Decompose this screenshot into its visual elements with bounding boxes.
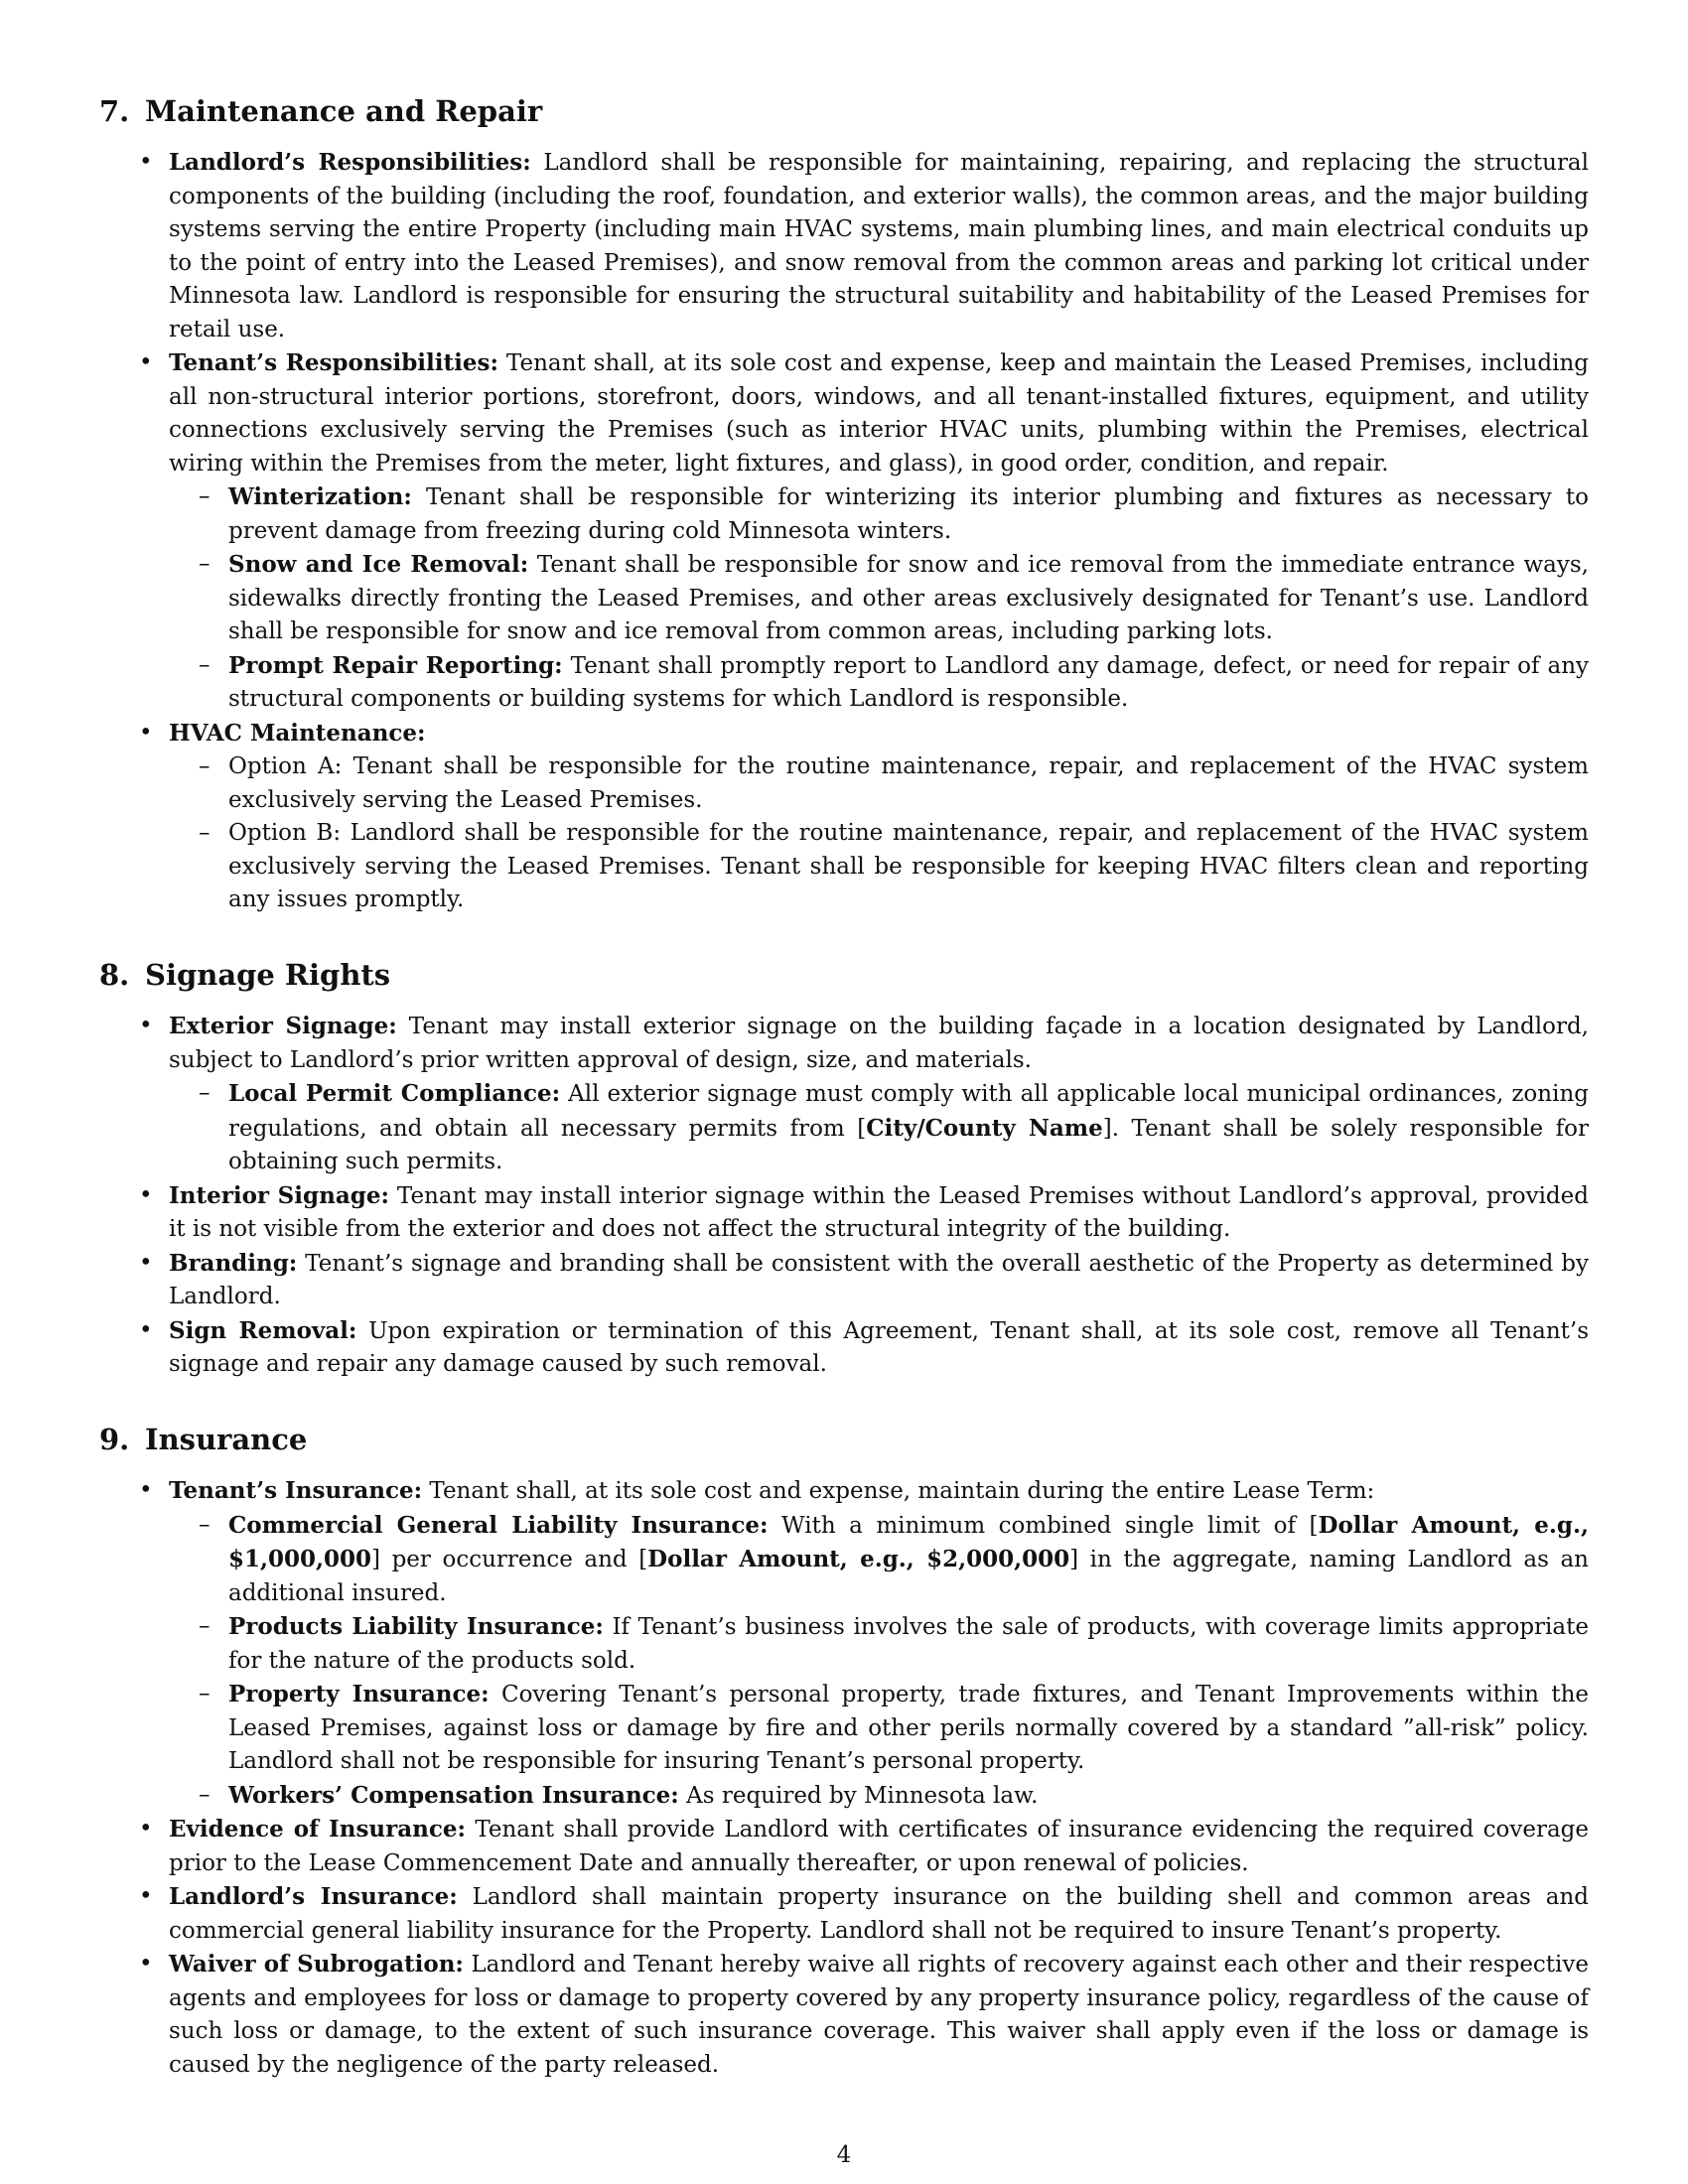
sub-item-text: ] in the aggregate, naming Landlord as an additional insured. bbox=[228, 1547, 1589, 1606]
item-text: Landlord and Tenant hereby waive all rights of recovery against each other and their respective agents and employees for loss or damage to property covered by any property insurance policy, regardless of the cause of such loss or damage, to the extent of such insurance coverage. This waiver shall apply even if the loss or damage is caused by the negligence of the party released. bbox=[169, 1952, 1590, 2078]
sub-item-text: If Tenant’s business involves the sale of products, with coverage limits appropriate for the nature of the products sold. bbox=[228, 1614, 1589, 1674]
sub-list bbox=[169, 1077, 1589, 1179]
item-text: Landlord shall maintain property insurance on the building shell and common areas and commercial general liability insurance for the Property. Landlord shall not be required to insure Tenant’s property. bbox=[169, 1884, 1589, 1944]
sub-list bbox=[169, 751, 1589, 917]
sub-item-text: Option A: Tenant shall be responsible for the routine maintenance, repair, and replacement of the HVAC system exclusively serving the Leased Premises. bbox=[228, 753, 1589, 813]
section-insurance bbox=[99, 1424, 1589, 2082]
sub-item-text: All exterior signage must comply with all applicable local municipal ordinances, zoning regulations, and obtain all necessary permits from [ bbox=[228, 1081, 1589, 1142]
sub-item-label: Winterization: bbox=[228, 483, 412, 511]
bullet-list bbox=[99, 146, 1589, 917]
item-label: Tenant’s Insurance: bbox=[169, 1477, 423, 1505]
item-label: Landlord’s Responsibilities: bbox=[169, 149, 531, 177]
sub-item-commercial-general-liability bbox=[228, 1509, 1589, 1611]
sub-item-text: Tenant shall be responsible for winterizing its interior plumbing and fixtures as necessary to prevent damage from freezing during cold Minnesota winters. bbox=[228, 484, 1589, 544]
sub-item-label: Workers’ Compensation Insurance: bbox=[228, 1781, 679, 1809]
item-text: Tenant shall, at its sole cost and expense, keep and maintain the Leased Premises, including all non-structural interior portions, storefront, doors, windows, and all tenant-installed fixtures, equipment, and utility connections exclusively serving the Premises (such as interior HVAC units, plumbing within the Premises, electrical wiring within the Premises from the meter, light fixtures, and glass), in good order, condition, and repair. bbox=[169, 350, 1589, 477]
list-item-sign-removal bbox=[169, 1314, 1589, 1382]
item-label: Tenant’s Responsibilities: bbox=[169, 349, 498, 377]
item-label: Evidence of Insurance: bbox=[169, 1816, 466, 1843]
section-maintenance-and-repair bbox=[99, 95, 1589, 917]
bullet-list bbox=[99, 1474, 1589, 2082]
sub-item-option-b bbox=[228, 817, 1589, 917]
list-item-hvac-maintenance bbox=[169, 717, 1589, 917]
item-label: Exterior Signage: bbox=[169, 1013, 397, 1040]
placeholder-dollar-amount-occurrence: Dollar Amount, e.g., $1,000,000 bbox=[228, 1511, 1589, 1573]
sub-item-label: Products Liability Insurance: bbox=[228, 1613, 604, 1641]
document-page bbox=[99, 95, 1589, 2123]
sub-item-workers-compensation bbox=[228, 1779, 1589, 1814]
sub-item-label: Commercial General Liability Insurance: bbox=[228, 1511, 769, 1539]
sub-item-text: Tenant shall be responsible for snow and ice removal from the immediate entrance ways, sidewalks directly fronting the Leased Premises, and other areas exclusively designated for Tenant’s use. Landlord shall be responsible for snow and ice removal from common areas, including parking lots. bbox=[228, 552, 1589, 645]
sub-item-property-insurance bbox=[228, 1678, 1589, 1779]
item-text: Upon expiration or termination of this Agreement, Tenant shall, at its sole cost, remove all Tenant’s signage and repair any damage caused by such removal. bbox=[169, 1317, 1589, 1378]
bullet-list bbox=[99, 1010, 1589, 1382]
sub-item-products-liability bbox=[228, 1610, 1589, 1678]
sub-item-text: As required by Minnesota law. bbox=[678, 1782, 1039, 1809]
sub-item-option-a bbox=[228, 751, 1589, 817]
section-heading bbox=[99, 1424, 1589, 1456]
section-number: 9. bbox=[99, 1422, 130, 1456]
item-text: Tenant’s signage and branding shall be consistent with the overall aesthetic of the Property as determined by Landlord. bbox=[169, 1250, 1589, 1310]
sub-list bbox=[169, 1509, 1589, 1814]
sub-item-label: Property Insurance: bbox=[228, 1681, 490, 1708]
list-item-exterior-signage bbox=[169, 1010, 1589, 1179]
item-text: Tenant may install exterior signage on the building façade in a location designated by Landlord, subject to Landlord’s prior written approval of design, size, and materials. bbox=[169, 1014, 1589, 1073]
item-text: Landlord shall be responsible for maintaining, repairing, and replacing the structural components of the building (including the roof, foundation, and exterior walls), the common areas, and the major building systems serving the entire Property (including main HVAC systems, main plumbing lines, and main electrical conduits up to the point of entry into the Leased Premises), and snow removal from the common areas and parking lot critical under Minnesota law. Landlord is responsible for ensuring the structural suitability and habitability of the Leased Premises for retail use. bbox=[169, 150, 1590, 342]
section-number: 7. bbox=[99, 94, 130, 128]
item-label: HVAC Maintenance: bbox=[169, 719, 426, 747]
item-text: Tenant shall provide Landlord with certificates of insurance evidencing the required coverage prior to the Lease Commencement Date and annually thereafter, or upon renewal of policies. bbox=[169, 1817, 1589, 1876]
sub-item-text: Option B: Landlord shall be responsible for the routine maintenance, repair, and replacement of the HVAC system exclusively serving the Leased Premises. Tenant shall be responsible for keeping HVAC filters clean and reporting any issues promptly. bbox=[228, 820, 1589, 913]
placeholder-dollar-amount-aggregate: Dollar Amount, e.g., $2,000,000 bbox=[647, 1546, 1070, 1573]
sub-item-snow-and-ice-removal bbox=[228, 548, 1589, 649]
section-title: Maintenance and Repair bbox=[145, 94, 543, 128]
item-text: Tenant may install interior signage within the Leased Premises without Landlord’s approval, provided it is not visible from the exterior and does not affect the structural integrity of the building. bbox=[169, 1182, 1589, 1243]
item-label: Sign Removal: bbox=[169, 1316, 357, 1344]
section-heading bbox=[99, 959, 1589, 992]
list-item-interior-signage bbox=[169, 1179, 1589, 1247]
list-item-tenants-insurance bbox=[169, 1474, 1589, 1813]
sub-item-prompt-repair-reporting bbox=[228, 649, 1589, 717]
section-signage-rights bbox=[99, 959, 1589, 1382]
item-label: Branding: bbox=[169, 1249, 298, 1277]
sub-item-label: Prompt Repair Reporting: bbox=[228, 651, 563, 679]
item-text: Tenant shall, at its sole cost and expense, maintain during the entire Lease Term: bbox=[422, 1478, 1375, 1505]
list-item-landlords-insurance bbox=[169, 1880, 1589, 1948]
section-title: Signage Rights bbox=[145, 957, 391, 992]
item-label: Landlord’s Insurance: bbox=[169, 1883, 458, 1911]
sub-list bbox=[169, 480, 1589, 717]
section-heading bbox=[99, 95, 1589, 128]
sub-item-label: Snow and Ice Removal: bbox=[228, 551, 529, 579]
list-item-landlord-responsibilities bbox=[169, 146, 1589, 346]
section-title: Insurance bbox=[145, 1422, 308, 1456]
placeholder-city-county: City/County Name bbox=[866, 1114, 1103, 1142]
item-label: Interior Signage: bbox=[169, 1181, 389, 1209]
list-item-branding bbox=[169, 1247, 1589, 1314]
sub-item-text: Tenant shall promptly report to Landlord any damage, defect, or need for repair of any structural components or building systems for which Landlord is responsible. bbox=[228, 652, 1590, 713]
sub-item-text: ]. Tenant shall be solely responsible for obtaining such permits. bbox=[228, 1115, 1589, 1175]
sub-item-winterization bbox=[228, 480, 1589, 548]
list-item-evidence-of-insurance bbox=[169, 1813, 1589, 1880]
section-number: 8. bbox=[99, 957, 130, 992]
sub-item-local-permit-compliance bbox=[228, 1077, 1589, 1179]
page-number: 4 bbox=[836, 2142, 852, 2168]
sub-item-text: ] per occurrence and [ bbox=[371, 1547, 648, 1573]
sub-item-text: With a minimum combined single limit of [ bbox=[768, 1512, 1319, 1539]
item-label: Waiver of Subrogation: bbox=[169, 1951, 464, 1979]
list-item-waiver-of-subrogation bbox=[169, 1948, 1589, 2082]
list-item-tenant-responsibilities bbox=[169, 346, 1589, 717]
sub-item-label: Local Permit Compliance: bbox=[228, 1080, 561, 1108]
sub-item-text: Covering Tenant’s personal property, trade fixtures, and Tenant Improvements within the Leased Premises, against loss or damage by fire and other perils normally covered by a standard ”all-risk” policy. Landlord shall not be responsible for insuring Tenant’s personal property. bbox=[228, 1682, 1589, 1775]
